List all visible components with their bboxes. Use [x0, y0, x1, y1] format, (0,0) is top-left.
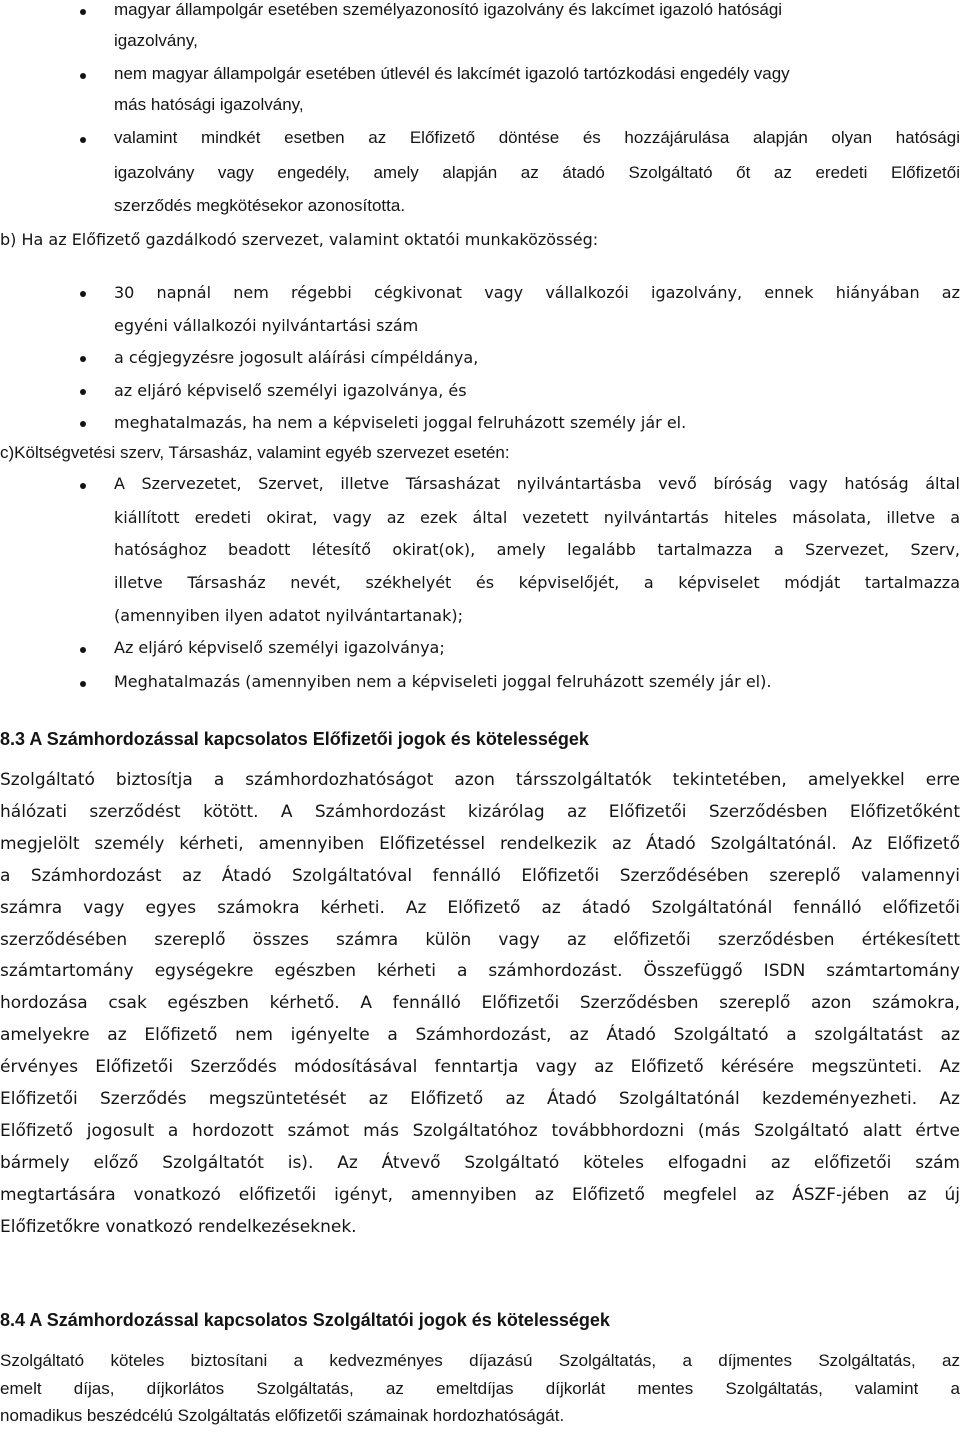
list-item-line: illetve Társasház nevét, székhelyét és képviselőjét, a képviselet módját tartalmazza	[114, 573, 960, 592]
list-item-line: nem magyar állampolgár esetében útlevél és lakcímét igazoló tartózkodási engedély vagy	[114, 64, 790, 83]
paragraph-line: szerződésében szereplő összes számra külön vagy az előfizetői szerződésben értékesített	[0, 929, 960, 950]
paragraph-line: Szolgáltató köteles biztosítani a kedvezményes díjazású Szolgáltatás, a díjmentes Szolgáltatás, az	[0, 1351, 960, 1370]
list-item-line: (amennyiben ilyen adatot nyilvántartanak);	[114, 606, 464, 625]
list-item-line: magyar állampolgár esetében személyazonosító igazolvány és lakcímet igazoló hatósági	[114, 0, 783, 19]
bullet-icon	[80, 73, 86, 79]
bullet-icon	[80, 421, 86, 427]
paragraph-line: számra vagy egyes számokra kérheti. Az Előfizető az átadó Szolgáltatónál fennálló előfizetői	[0, 897, 960, 918]
paragraph-line: érvényes Előfizetői Szerződés módosításával fenntartja vagy az Előfizető kérésére megszünteti. Az	[0, 1057, 960, 1078]
section-8-3-heading: 8.3 A Számhordozással kapcsolatos Előfizetői jogok és kötelességek	[0, 729, 589, 749]
paragraph-line: hálózati szerződést kötött. A Számhordozást kizárólag az Előfizetői Szerződésben Előfizetőként	[0, 801, 960, 822]
section-b-heading: b) Ha az Előfizető gazdálkodó szervezet, valamint oktatói munkaközösség:	[0, 230, 599, 249]
bullet-icon	[80, 291, 86, 297]
section-c-heading: c)Költségvetési szerv, Társasház, valamint egyéb szervezet esetén:	[0, 443, 510, 462]
bullet-icon	[80, 483, 86, 489]
paragraph-line: emelt díjas, díjkorlátos Szolgáltatás, az emeltdíjas díjkorlát mentes Szolgáltatás, valamint a	[0, 1378, 960, 1398]
list-item-line: más hatósági igazolvány,	[114, 95, 304, 114]
paragraph-line: bármely előző Szolgáltatót is). Az Átvevő Szolgáltató köteles elfogadni az előfizetői szám	[0, 1152, 960, 1173]
bullet-icon	[80, 647, 86, 653]
bullet-icon	[80, 681, 86, 687]
paragraph-line: hordozása csak egészben kérhető. A fennálló Előfizetői Szerződésben szereplő azon számokra,	[0, 993, 960, 1014]
paragraph-line: Szolgáltató biztosítja a számhordozhatóságot azon társszolgáltatók tekintetében, amelyekkel erre	[0, 770, 960, 790]
list-item-line: kiállított eredeti okirat, vagy az ezek által vezetett nyilvántartás hiteles másolata, illetve a	[114, 508, 960, 527]
paragraph-line: megtartására vonatkozó előfizetői igényt, amennyiben az Előfizető megfelel az ÁSZF-jében az új	[0, 1184, 960, 1205]
section-8-4-heading: 8.4 A Számhordozással kapcsolatos Szolgáltatói jogok és kötelességek	[0, 1310, 610, 1330]
bullet-icon	[80, 137, 86, 143]
bullet-icon	[80, 356, 86, 362]
list-item-line: szerződés megkötésekor azonosította.	[114, 196, 406, 215]
list-item-line: igazolvány,	[114, 31, 198, 50]
paragraph-line: számtartomány egységekre egészben kérheti a számhordozást. Összefüggő ISDN számtartomány	[0, 961, 960, 982]
list-item-line: a cégjegyzésre jogosult aláírási címpéldánya,	[114, 348, 479, 367]
bullet-icon	[80, 9, 86, 15]
paragraph-line: amelyekre az Előfizető nem igényelte a Számhordozást, az Átadó Szolgáltató a szolgáltatást az	[0, 1025, 960, 1046]
list-item-line: egyéni vállalkozói nyilvántartási szám	[114, 316, 419, 335]
paragraph-line: Előfizetőkre vonatkozó rendelkezéseknek.	[0, 1216, 357, 1237]
list-item-line: meghatalmazás, ha nem a képviseleti joggal felruházott személy jár el.	[114, 413, 687, 432]
list-item-line: 30 napnál nem régebbi cégkivonat vagy vállalkozói igazolvány, ennek hiányában az	[114, 283, 960, 302]
list-item-line: A Szervezetet, Szervet, illetve Társasházat nyilvántartásba vevő bíróság vagy hatóság által	[114, 474, 960, 493]
list-item-line: valamint mindkét esetben az Előfizető döntése és hozzájárulása alapján olyan hatósági	[114, 128, 960, 147]
list-item-line: hatósághoz beadott létesítő okirat(ok), amely legalább tartalmazza a Szervezet, Szerv,	[114, 540, 960, 559]
bullet-icon	[80, 389, 86, 395]
list-item-line: igazolvány vagy engedély, amely alapján az átadó Szolgáltató őt az eredeti Előfizetői	[114, 163, 960, 182]
list-item-line: az eljáró képviselő személyi igazolványa, és	[114, 381, 467, 400]
paragraph-line: nomadikus beszédcélú Szolgáltatás előfizetői számainak hordozhatóságát.	[0, 1406, 565, 1425]
paragraph-line: Előfizetői Szerződés megszüntetését az Előfizető az Átadó Szolgáltatónál kezdeményezheti. Az	[0, 1089, 960, 1109]
list-item-line: Meghatalmazás (amennyiben nem a képviseleti joggal felruházott személy jár el).	[114, 672, 772, 691]
paragraph-line: Előfizető jogosult a hordozott számot más Szolgáltatóhoz továbbhordozni (más Szolgáltató alatt értve	[0, 1120, 960, 1141]
paragraph-line: a Számhordozást az Átadó Szolgáltatóval fennálló Előfizetői Szerződésében szereplő valamennyi	[0, 865, 960, 886]
list-item-line: Az eljáró képviselő személyi igazolványa;	[114, 638, 445, 657]
paragraph-line: megjelölt személy kérheti, amennyiben Előfizetéssel rendelkezik az Átadó Szolgáltatónál. Az Előfizető	[0, 833, 960, 854]
